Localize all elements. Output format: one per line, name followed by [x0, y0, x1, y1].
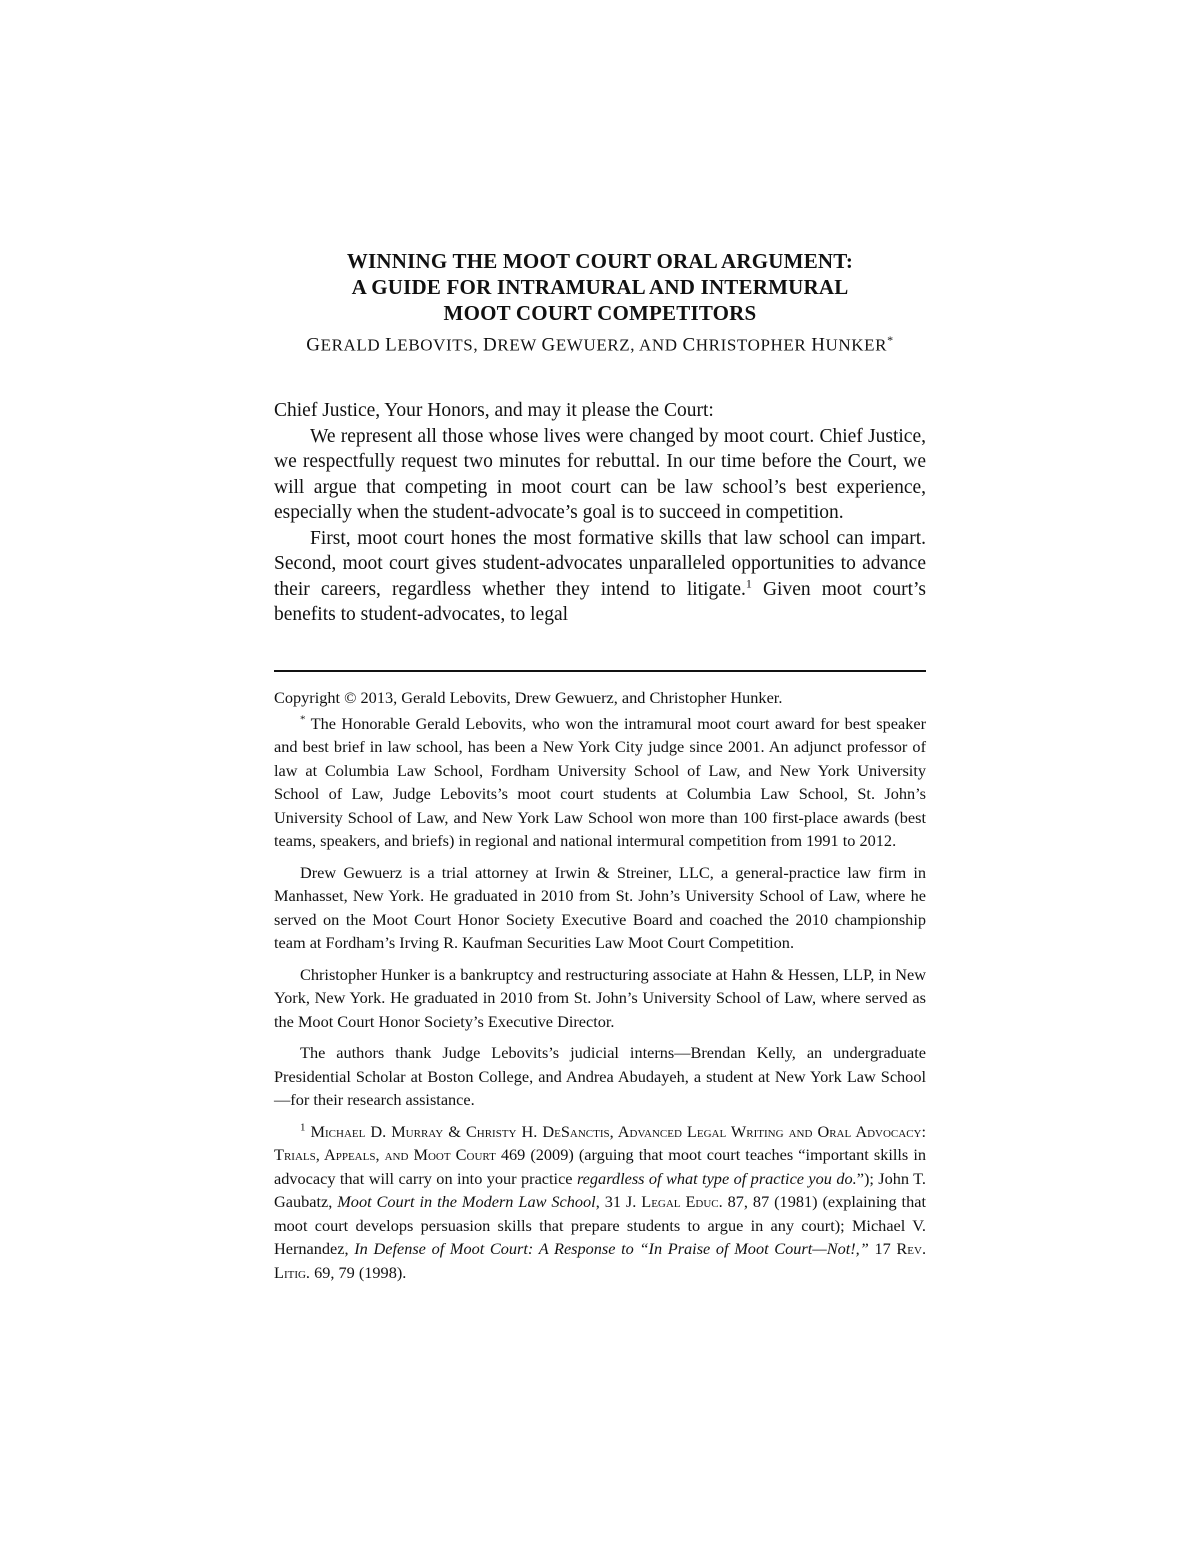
footnote-gewuerz: Drew Gewuerz is a trial attorney at Irwin & Streiner, LLC, a general-practice law firm in Manhasset, New York. He graduated in 2010 from St. John’s University School of Law, where he served on the Moot Court Honor Society Executive Board and coached the 2010 championship team at Fordham’s Irving R. Kaufman Securities Law Moot Court Competition. — [274, 862, 926, 952]
body-paragraph-2-text: First, moot court hones the most formative skills that law school can impart. Second, moot court gives student-advocates unparalleled opportunities to advance their careers, regardless whether they intend to litigate. — [274, 527, 926, 600]
author-footnote-mark: * — [887, 333, 894, 347]
footnote-1-hernandez-title: In Defense of Moot Court: A Response to “In Praise of Moot Court—Not!,” — [354, 1239, 869, 1258]
footnote-1-review: Rev. Litig. — [274, 1239, 927, 1282]
footnote-1-gaubatz-title: Moot Court in the Modern Law School — [337, 1192, 596, 1211]
footnote-1-authors: Michael D. Murray & Christy H. DeSanctis, Advanced Legal Writing and Oral Advocacy: Trials, Appeals, and Moot Court — [274, 1121, 926, 1164]
footnote-1-text-d: 87, 87 (1981) (explaining that moot court develops persuasion skills that prepare students to argue in any court); Michael V. Hernandez, — [274, 1192, 926, 1258]
footnote-star-text: The Honorable Gerald Lebovits, who won the intramural moot court award for best speaker and best brief in law school, has been a New York City judge since 2001. An adjunct professor of law at Columbia Law School, Fordham University School of Law, and New York University School of Law, Judge Lebovits’s moot court students at Columbia Law School, St. John’s University School of Law, and New York Law School won more than 100 first-place awards (best teams, speakers, and briefs) in regional and national intermural competition from 1991 to 2012. — [274, 713, 926, 850]
author1-initial: G — [306, 334, 321, 356]
footnote-1-text-a: 469 (2009) (arguing that moot court teaches “important skills in advocacy that will carry on into your practice — [274, 1145, 926, 1188]
footnote-ref-1: 1 — [745, 576, 752, 590]
author-line — [0, 328, 1200, 358]
footnote-thanks: The authors thank Judge Lebovits’s judicial interns—Brendan Kelly, an undergraduate Presidential Scholar at Boston College, and Andrea Abudayeh, a student at New York Law School—for their research assistance. — [274, 1043, 926, 1109]
footnote-hunker: Christopher Hunker is a bankruptcy and restructuring associate at Hahn & Hessen, LLP, in New York, New York. He graduated in 2010 from St. John’s University School of Law, where served as the Moot Court Honor Society’s Executive Director. — [274, 964, 926, 1031]
author3-first-rest: HRISTOPHER — [695, 335, 807, 355]
copyright-note: Copyright © 2013, Gerald Lebovits, Drew Gewuerz, and Christopher Hunker. — [274, 688, 783, 707]
footnotes — [274, 686, 926, 1284]
author3-last-rest: UNKER — [825, 335, 888, 355]
title-line-2: A GUIDE FOR INTRAMURAL AND INTERMURAL — [351, 275, 849, 299]
author3-initial: C — [682, 334, 696, 356]
author-and: AND — [639, 335, 678, 355]
article-header — [0, 248, 1200, 358]
author1-first-rest: ERALD — [320, 335, 381, 355]
footnote-1-mark: 1 — [300, 1121, 306, 1134]
footnote-1-quote-italic: regardless of what type of practice you do. — [576, 1168, 857, 1188]
title-line-3: MOOT COURT COMPETITORS — [443, 301, 757, 325]
author2-initial: D — [483, 334, 498, 356]
footnote-1-text-c: , 31 J. — [595, 1192, 642, 1211]
author2-last-rest: EWUERZ, — [555, 335, 636, 355]
footnote-1-text-b: ”); John T. Gaubatz, — [274, 1168, 926, 1211]
footnote-divider — [274, 670, 926, 672]
title-line-1: WINNING THE MOOT COURT ORAL ARGUMENT: — [346, 249, 854, 273]
author2-first-rest: REW — [497, 335, 537, 355]
author2-last-initial: G — [541, 334, 556, 356]
salutation: Chief Justice, Your Honors, and may it please the Court: — [274, 400, 714, 421]
footnote-1-text-e: 17 — [868, 1239, 897, 1258]
author1-last-initial: L — [385, 334, 398, 356]
footnote-1-journal: Legal Educ. — [641, 1192, 723, 1211]
body-paragraph-1: We represent all those whose lives were changed by moot court. Chief Justice, we respectfully request two minutes for rebuttal. In our time before the Court, we will argue that competing in moot court can be law school’s best experience, especially when the student-advocate’s goal is to succeed in competition. — [274, 425, 926, 523]
footnote-1-text-f: 69, 79 (1998). — [310, 1262, 407, 1282]
author1-last-rest: EBOVITS, — [397, 335, 479, 355]
body-paragraph-2-continued: Given moot court’s benefits to student-advocates, to legal — [274, 578, 926, 625]
body-text — [274, 398, 926, 628]
body-paragraph-2 — [274, 526, 926, 628]
author3-last-initial: H — [811, 334, 826, 356]
footnote-1 — [274, 1120, 926, 1285]
footnote-star — [274, 712, 926, 853]
footnote-star-mark: * — [300, 713, 306, 726]
